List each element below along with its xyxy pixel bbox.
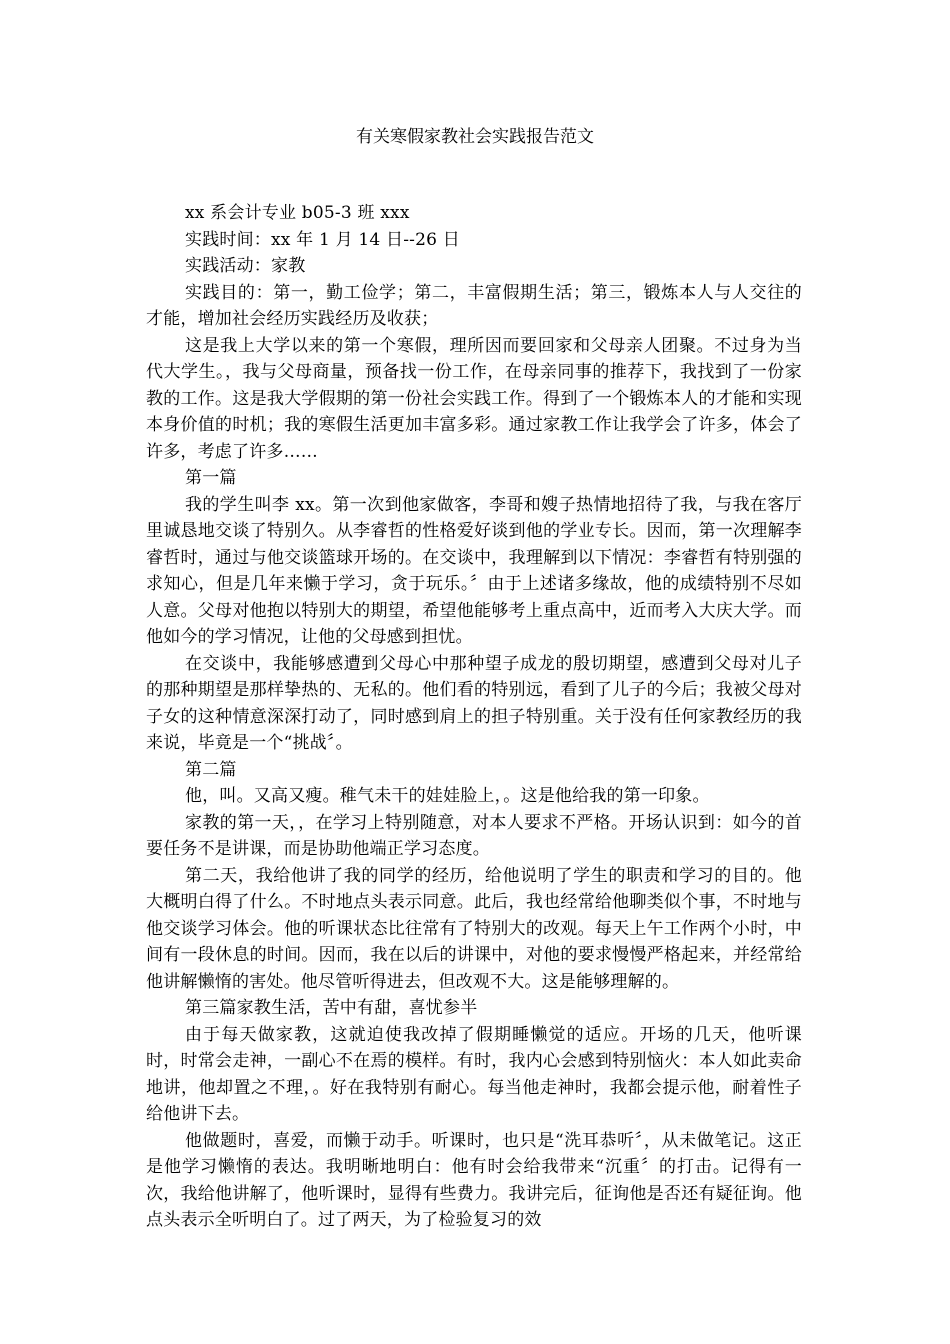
section-heading-3: 第三篇家教生活，苦中有甜，喜忧参半 (185, 998, 478, 1018)
paragraph-second-day: 第二天，我给他讲了我的同学的经历，给他说明了学生的职责和学习的目的。他大概明白得了什么。不时地点头表示同意。此后，我也经常给他聊类似个事，不时地与他交谈学习体会。他的听课状态比往常有了特别大的改观。每天上午工作两个小时，中间有一段休息的时间。因而，我在以后的讲课中，对他的要求慢慢严格起来，并经常给他讲解懒惰的害处。他尽管听得进去，但改观不大。这是能够理解的。 (146, 865, 802, 992)
paragraph-practice-time: 实践时间：xx 年 1 月 14 日--26 日 (185, 229, 460, 250)
paragraph-practice-activity: 实践活动：家教 (185, 256, 306, 276)
paragraph-student-intro: 我的学生叫李 xx。第一次到他家做客，李哥和嫂子热情地招待了我，与我在客厅里诚恳地交谈了特别久。从李睿哲的性格爱好谈到他的学业专长。因而，第一次理解李睿哲时，通过与他交谈篮球开场的。在交谈中，我理解到以下情况：李睿哲有特别强的求知心，但是几年来懒于学习，贪于玩乐。〞由于上述诸多缘故，他的成绩特别不尽如人意。父母对他抱以特别大的期望，希望他能够考上重点高中，近而考入大庆大学。而他如今的学习情况，让他的父母感到担忧。 (146, 494, 802, 647)
document-title: 有关寒假家教社会实践报告范文 (356, 127, 594, 147)
paragraph-intro: 这是我上大学以来的第一个寒假，理所因而要回家和父母亲人团聚。不过身为当代大学生。，我与父母商量，预备找一份工作，在母亲同事的推荐下，我找到了一份家教的工作。这是我大学假期的第一份社会实践工作。得到了一个锻炼本人的才能和实现本身价值的时机；我的寒假生活更加丰富多彩。通过家教工作让我学会了许多，体会了许多，考虑了许多…… (146, 335, 802, 462)
section-heading-2: 第二篇 (185, 759, 237, 780)
paragraph-first-day: 家教的第一天，，在学习上特别随意，对本人要求不严格。开场认识到：如今的首要任务不是讲课，而是协助他端正学习态度。 (146, 812, 802, 859)
paragraph-homework-habits: 他做题时，喜爱，而懒于动手。听课时，也只是“洗耳恭听〞，从未做笔记。这正是他学习懒惰的表达。我明晰地明白：他有时会给我带来“沉重〞的打击。记得有一次，我给他讲解了，他听课时，显得有些费力。我讲完后，征询他是否还有疑征询。他点头表示全听明白了。过了两天，为了检验复习的效 (146, 1130, 802, 1230)
section-heading-1: 第一篇 (185, 468, 237, 488)
paragraph-class-info: xx 系会计专业 b05-3 班 xxx (185, 203, 410, 223)
paragraph-practice-purpose: 实践目的：第一，勤工俭学；第二，丰富假期生活；第三，锻炼本人与人交往的才能，增加社会经历实践经历及收获； (146, 282, 802, 329)
document-body (146, 200, 802, 1234)
paragraph-first-impression: 他，叫。又高又瘦。稚气未干的娃娃脸上，。这是他给我的第一印象。 (185, 786, 710, 806)
paragraph-parents-expectation: 在交谈中，我能够感遭到父母心中那种望子成龙的殷切期望，感遭到父母对儿子的那种期望是那样挚热的、无私的。他们看的特别远，看到了儿子的今后；我被父母对子女的这种情意深深打动了，同时感到肩上的担子特别重。关于没有任何家教经历的我来说，毕竟是一个“挑战〞。 (146, 653, 802, 753)
paragraph-daily-tutoring: 由于每天做家教，这就迫使我改掉了假期睡懒觉的适应。开场的几天，他听课时，时常会走神，一副心不在焉的模样。有时，我内心会感到特别恼火：本人如此卖命地讲，他却置之不理，。好在我特别有耐心。每当他走神时，我都会提示他，耐着性子给他讲下去。 (146, 1024, 802, 1124)
